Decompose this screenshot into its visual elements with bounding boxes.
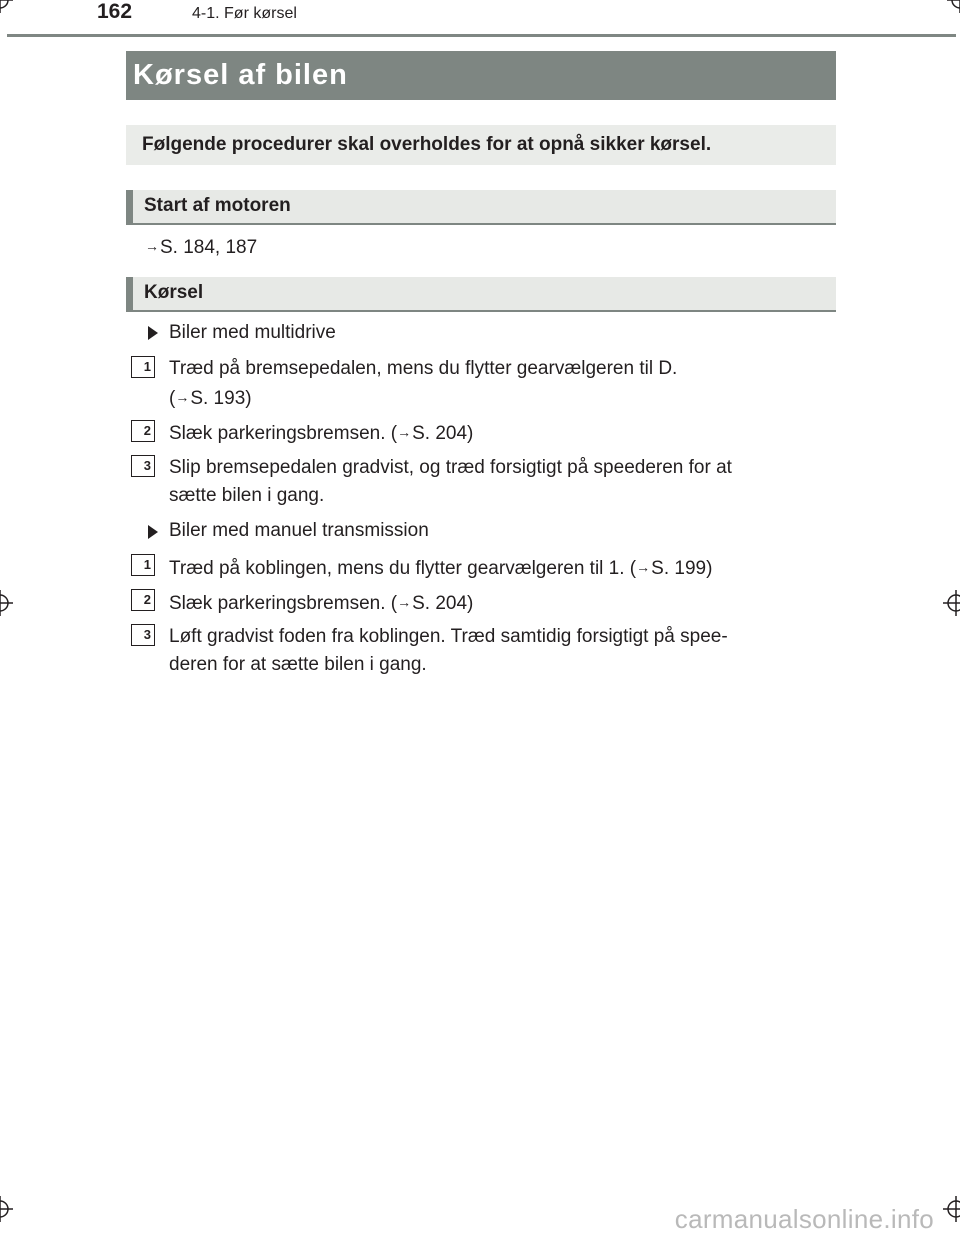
registration-mark-icon — [943, 1196, 960, 1222]
intro-text: Følgende procedurer skal overholdes for at opnå sikker kørsel. — [142, 134, 712, 155]
paren: ( — [169, 388, 176, 409]
arrow-right-icon: → — [636, 559, 651, 575]
step-text-continued — [169, 383, 252, 413]
step-number: 3 — [131, 455, 155, 477]
reference-text: S. 193) — [190, 388, 252, 409]
step-text — [169, 588, 473, 618]
registration-mark-icon — [0, 590, 13, 616]
registration-mark-icon — [0, 1196, 13, 1222]
step-text: Slip bremsepedalen gradvist, og træd forsigtigt på speederen for at — [169, 457, 732, 478]
registration-mark-icon — [947, 0, 960, 13]
step-text: Træd på bremsepedalen, mens du flytter gearvælgeren til D. — [169, 358, 678, 379]
reference-text: S. 204) — [412, 593, 474, 614]
page-number: 162 — [97, 0, 133, 23]
step-text-continued: sætte bilen i gang. — [169, 485, 325, 506]
triangle-bullet-icon — [148, 326, 158, 340]
group-label: Biler med multidrive — [169, 322, 336, 343]
section-title: Kørsel — [144, 282, 204, 303]
arrow-right-icon: → — [145, 238, 159, 254]
watermark: carmanualsonline.info — [674, 1204, 934, 1234]
step-text-main: Slæk parkeringsbremsen. ( — [169, 593, 398, 614]
section-marker — [126, 190, 133, 223]
step-number: 1 — [131, 554, 155, 576]
registration-mark-icon — [0, 0, 13, 13]
arrow-right-icon: → — [397, 424, 412, 440]
page-title-bar — [126, 51, 836, 100]
section-heading-start — [126, 190, 836, 225]
step-text-main: Slæk parkeringsbremsen. ( — [169, 423, 398, 444]
arrow-right-icon: → — [397, 594, 412, 610]
registration-mark-icon — [943, 590, 960, 616]
step-text-continued: deren for at sætte bilen i gang. — [169, 654, 427, 675]
step-text: Løft gradvist foden fra koblingen. Træd samtidig forsigtigt på spee- — [169, 626, 728, 647]
step-number: 2 — [131, 589, 155, 611]
step-text-main: Træd på koblingen, mens du flytter gearvælgeren til 1. ( — [169, 558, 637, 579]
reference-text: S. 204) — [412, 423, 474, 444]
reference-text: S. 184, 187 — [160, 237, 258, 258]
group-label: Biler med manuel transmission — [169, 520, 429, 541]
section-marker — [126, 277, 133, 310]
step-number: 1 — [131, 356, 155, 378]
arrow-right-icon: → — [175, 389, 190, 405]
step-text — [169, 553, 712, 583]
section-title: Start af motoren — [144, 195, 291, 216]
reference-text: S. 199) — [651, 558, 713, 579]
section-heading-driving — [126, 277, 836, 312]
reference-start — [145, 232, 257, 262]
header-divider — [7, 34, 956, 37]
step-number: 2 — [131, 420, 155, 442]
page-title: Kørsel af bilen — [133, 59, 348, 91]
triangle-bullet-icon — [148, 525, 158, 539]
intro-box — [126, 125, 836, 165]
chapter-heading: 4-1. Før kørsel — [192, 5, 297, 22]
step-number: 3 — [131, 624, 155, 646]
step-text — [169, 418, 473, 448]
